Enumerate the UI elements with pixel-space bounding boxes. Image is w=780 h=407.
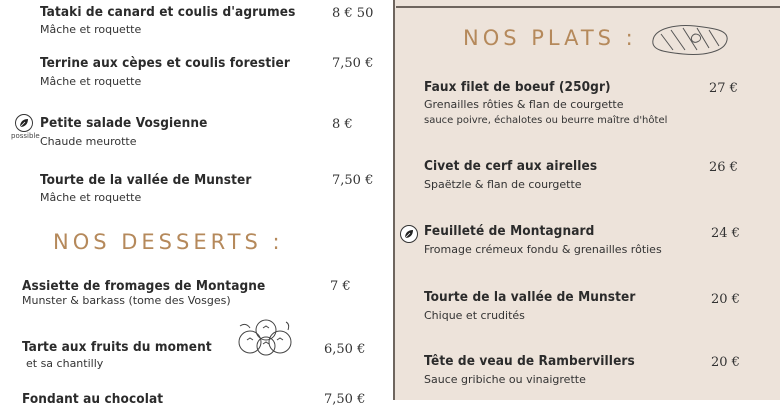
item-desc: Chaude meurotte: [40, 135, 137, 148]
item-name: Fondant au chocolat: [22, 391, 164, 407]
item-name: Tête de veau de Rambervillers: [424, 353, 635, 369]
item-name: Terrine aux cèpes et coulis forestier: [40, 55, 290, 71]
item-name: Civet de cerf aux airelles: [424, 158, 598, 174]
item-price: 24 €: [711, 226, 740, 241]
item-desc: Mâche et roquette: [40, 23, 142, 36]
vegetarian-leaf-icon: [15, 114, 33, 132]
item-desc: Grenailles rôties & flan de courgette: [424, 98, 624, 111]
item-price: 26 €: [709, 160, 738, 175]
item-price: 27 €: [709, 81, 738, 96]
item-name: Tarte aux fruits du moment: [22, 339, 212, 355]
item-price: 6,50 €: [324, 342, 366, 357]
item-desc: Mâche et roquette: [40, 191, 142, 204]
vegetarian-note: possible: [11, 132, 40, 140]
item-name: Tourte de la vallée de Munster: [40, 172, 252, 188]
steak-illustration: [647, 20, 733, 60]
top-rule: [396, 6, 780, 8]
item-price: 20 €: [711, 292, 740, 307]
item-price: 8 € 50: [332, 6, 374, 21]
item-name: Feuilleté de Montagnard: [424, 223, 595, 239]
item-desc: Sauce gribiche ou vinaigrette: [424, 373, 586, 386]
desserts-heading: NOS DESSERTS :: [53, 230, 284, 254]
item-price: 8 €: [332, 117, 353, 132]
item-desc: Munster & barkass (tome des Vosges): [22, 294, 231, 307]
item-desc: Fromage crémeux fondu & grenailles rôties: [424, 243, 662, 256]
blueberries-illustration: [236, 316, 294, 356]
item-name: Tourte de la vallée de Munster: [424, 289, 636, 305]
item-desc-extra: sauce poivre, échalotes ou beurre maître d'hôtel: [424, 115, 668, 126]
mains-heading: NOS PLATS :: [463, 26, 637, 50]
item-price: 7,50 €: [324, 392, 366, 407]
item-name: Petite salade Vosgienne: [40, 115, 208, 131]
mains-column: [395, 0, 780, 400]
vegetarian-leaf-icon: [400, 225, 418, 243]
item-price: 7,50 €: [332, 56, 374, 71]
item-desc: Spaëtzle & flan de courgette: [424, 178, 582, 191]
item-name: Assiette de fromages de Montagne: [22, 278, 266, 294]
item-desc: Chique et crudités: [424, 309, 525, 322]
item-price: 7 €: [330, 279, 351, 294]
item-desc: et sa chantilly: [26, 357, 104, 370]
item-price: 7,50 €: [332, 173, 374, 188]
item-desc: Mâche et roquette: [40, 75, 142, 88]
item-price: 20 €: [711, 355, 740, 370]
item-name: Faux filet de boeuf (250gr): [424, 79, 611, 95]
item-name: Tataki de canard et coulis d'agrumes: [40, 4, 296, 20]
